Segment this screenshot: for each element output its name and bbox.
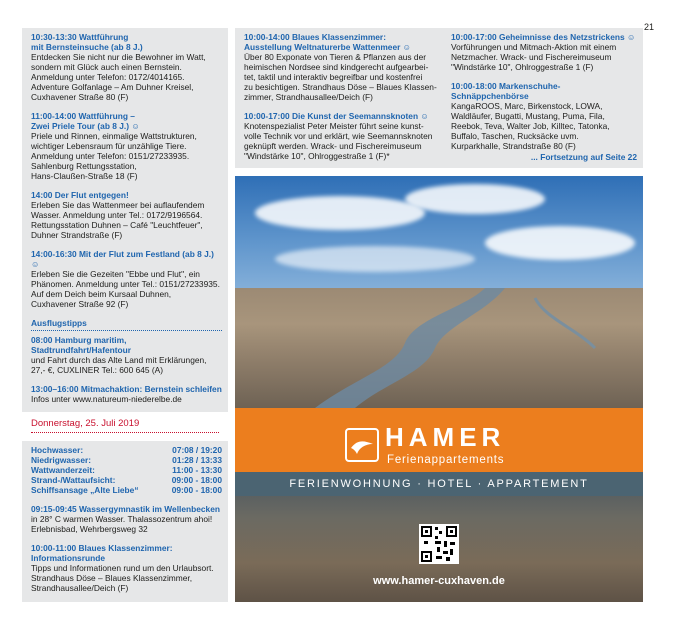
event-text: in 28° C warmen Wasser. Thalassozentrum ahoi!	[31, 514, 213, 524]
event-title: 08:00 Hamburg maritim, Stadtrundfahrt/Hafentour	[31, 335, 132, 355]
qr-code-icon[interactable]	[419, 524, 459, 564]
tide-row	[31, 455, 222, 465]
event-text: Auf dem Deich beim Kursaal Duhnen,	[31, 289, 172, 299]
event-text: Strandhaus Döse – Blaues Klassenzimmer,	[31, 573, 193, 583]
event-text: Kurparkhalle, Strandstraße 80 (F)	[451, 141, 576, 151]
tide-row	[31, 465, 222, 475]
page-number: 21	[643, 22, 654, 32]
event-text: Phänomen. Anmeldung unter Tel.: 0151/27233935.	[31, 279, 220, 289]
tide-value: 09:00 - 18:00	[171, 475, 222, 485]
event-text: Cuxhavener Straße 92 (F)	[31, 299, 129, 309]
event-title: 14:00 Der Flut entgegen!	[31, 190, 129, 200]
services-text: FERIENWOHNUNG · HOTEL · APPARTEMENT	[289, 478, 589, 490]
event-item	[31, 504, 222, 534]
event-text: geknüpft werden. Wrack- und Fischereimuseum	[244, 141, 422, 151]
event-item	[451, 32, 637, 72]
event-text: zimmer, Strandhausallee/Deich (F)	[244, 92, 373, 102]
section-heading-ausflugstipps: Ausflugstipps	[31, 318, 87, 328]
tide-value: 11:00 - 13:30	[172, 465, 222, 475]
event-item	[31, 543, 222, 593]
event-title: Ausstellung Weltnaturerbe Wattenmeer ☺	[244, 42, 412, 52]
event-title: 13:00–16:00 Mitmachaktion: Bernstein schleifen	[31, 384, 222, 394]
cloud-shape	[275, 246, 475, 272]
event-text: Netzmacher. Wrack- und Fischereimuseum	[451, 52, 612, 62]
event-text: Erlebnisbad, Wehrbergsweg 32	[31, 524, 148, 534]
event-text: "Windstärke 10", Ohlroggestraße 1 (F)*	[244, 151, 390, 161]
event-text: Über 80 Exponate von Tieren & Pflanzen aus der	[244, 52, 427, 62]
cloud-shape	[485, 226, 635, 260]
event-text: tet, taktil und interaktiv begreifbar und kostenfrei	[244, 72, 423, 82]
mudflat-photo	[235, 288, 643, 408]
event-text: Hans-Claußen-Straße 18 (F)	[31, 171, 138, 181]
event-text: Reebok, Teva, Walter Job, Killtec, Tatonka,	[451, 121, 610, 131]
date-section	[22, 412, 228, 441]
website-url[interactable]: www.hamer-cuxhaven.de	[373, 575, 505, 587]
event-text: Duhner Strandstraße (F)	[31, 230, 123, 240]
event-text: Anmeldung unter Telefon: 0172/4014165.	[31, 72, 185, 82]
tide-row	[31, 445, 222, 455]
tide-row	[31, 475, 222, 485]
event-text: heimischen Nordsee sind kindgerecht aufgearbei-	[244, 62, 429, 72]
event-item	[31, 190, 222, 240]
hamer-advertisement	[235, 176, 643, 602]
event-title: 10:00-11:00 Blaues Klassenzimmer:	[31, 543, 173, 553]
event-text: Sahlenburg Rettungsstation,	[31, 161, 137, 171]
brand-subtitle: Ferienappartements	[387, 454, 505, 466]
tide-row	[31, 485, 222, 495]
event-text: sondern mit Glück auch einen Bernstein.	[31, 62, 182, 72]
event-text: Erleben Sie das Wattenmeer bei auflaufendem	[31, 200, 205, 210]
event-text: Tipps und Informationen rund um den Urlaubsort.	[31, 563, 214, 573]
tide-value: 07:08 / 19:20	[172, 445, 222, 455]
event-text: und Fahrt durch das Alte Land mit Erklärungen,	[31, 355, 207, 365]
event-title: Zwei Priele Tour (ab 8 J.) ☺	[31, 121, 140, 131]
event-title: 09:15-09:45 Wassergymnastik im Wellenbecken	[31, 504, 220, 514]
cloud-shape	[255, 196, 425, 230]
dotted-divider	[31, 330, 222, 331]
event-text: wichtiger Lebensraum für unzählige Tiere.	[31, 141, 187, 151]
tide-label: Schiffsansage „Alte Liebe“	[31, 485, 139, 495]
event-text: Anmeldung unter Telefon: 0151/27233935.	[31, 151, 190, 161]
event-text: Strandhausallee/Deich (F)	[31, 583, 129, 593]
event-text: Waldläufer, Bugatti, Mustang, Puma, Fila,	[451, 111, 605, 121]
event-title: 10:00-14:00 Blaues Klassenzimmer:	[244, 32, 386, 42]
event-text: zu besichtigen. Strandhaus Döse – Blaues Klassen-	[244, 82, 437, 92]
column-left	[22, 28, 228, 602]
event-text: Entdecken Sie nicht nur die Bewohner im Watt,	[31, 52, 206, 62]
tide-value: 09:00 - 18:00	[171, 485, 222, 495]
event-title: 11:00-14:00 Wattführung –	[31, 111, 135, 121]
event-text: Rettungsstation Duhnen – Café "Leuchtfeuer",	[31, 220, 203, 230]
tide-table	[31, 445, 222, 495]
event-title: 10:30-13:30 Wattführung	[31, 32, 129, 42]
events-list-1	[31, 32, 222, 309]
event-text: Erleben Sie die Gezeiten "Ebbe und Flut", ein	[31, 269, 200, 279]
event-text: volle Technik vor und erklärt, wie Seemannsknoten	[244, 131, 433, 141]
dotted-divider	[31, 432, 219, 433]
event-title: Informationsrunde	[31, 553, 105, 563]
tide-label: Niedrigwasser:	[31, 455, 92, 465]
cloud-shape	[405, 184, 545, 214]
event-item	[244, 32, 436, 102]
event-item	[31, 249, 222, 309]
event-text: Adventure Golfanlage – Am Duhner Kreisel,	[31, 82, 194, 92]
continuation-link[interactable]: ... Fortsetzung auf Seite 22	[530, 152, 637, 162]
brand-name: HAMER	[385, 422, 506, 452]
event-text: Wasser. Anmeldung unter Tel.: 0172/9196564.	[31, 210, 203, 220]
event-item	[244, 111, 436, 161]
event-text: Vorführungen und Mitmach-Aktion mit einem	[451, 42, 617, 52]
event-title: 10:00-17:00 Die Kunst der Seemannsknoten ☺	[244, 111, 429, 121]
event-text: Priele und Rinnen, einmalige Wattstrukturen,	[31, 131, 197, 141]
event-item	[31, 111, 222, 181]
tidal-creek-shape	[235, 288, 643, 408]
date-heading: Donnerstag, 25. Juli 2019	[31, 418, 140, 429]
event-text: "Windstärke 10", Ohlroggestraße 1 (F)	[451, 62, 594, 72]
tide-label: Wattwanderzeit:	[31, 465, 95, 475]
event-title: 10:00-17:00 Geheimnisse des Netzstrickens ☺	[451, 32, 636, 42]
event-title: 10:00-18:00 Markenschuhe-Schnäppchenbörse	[451, 81, 561, 101]
tide-value: 01:28 / 13:33	[172, 455, 222, 465]
event-title: mit Bernsteinsuche (ab 8 J.)	[31, 42, 143, 52]
event-title: 14:00-16:30 Mit der Flut zum Festland (ab 8 J.) ☺	[31, 249, 214, 269]
event-text: KangaROOS, Marc, Birkenstock, LOWA,	[451, 101, 603, 111]
event-item	[31, 32, 222, 102]
event-text: Buffalo, Taschen, Rucksäcke uvm.	[451, 131, 579, 141]
column-right	[442, 28, 643, 168]
event-text: Knotenspezialist Peter Meister führt seine kunst-	[244, 121, 424, 131]
event-text: Cuxhavener Straße 80 (F)	[31, 92, 129, 102]
event-item	[31, 335, 222, 375]
event-item	[31, 384, 222, 404]
tide-label: Strand-/Wattaufsicht:	[31, 475, 116, 485]
column-middle	[235, 28, 442, 168]
tide-label: Hochwasser:	[31, 445, 84, 455]
event-text: 27,- €, CUXLINER Tel.: 600 645 (A)	[31, 365, 164, 375]
event-text: Infos unter www.natureum-niederelbe.de	[31, 394, 182, 404]
event-item	[451, 81, 637, 151]
hamer-logo-icon	[345, 428, 379, 462]
